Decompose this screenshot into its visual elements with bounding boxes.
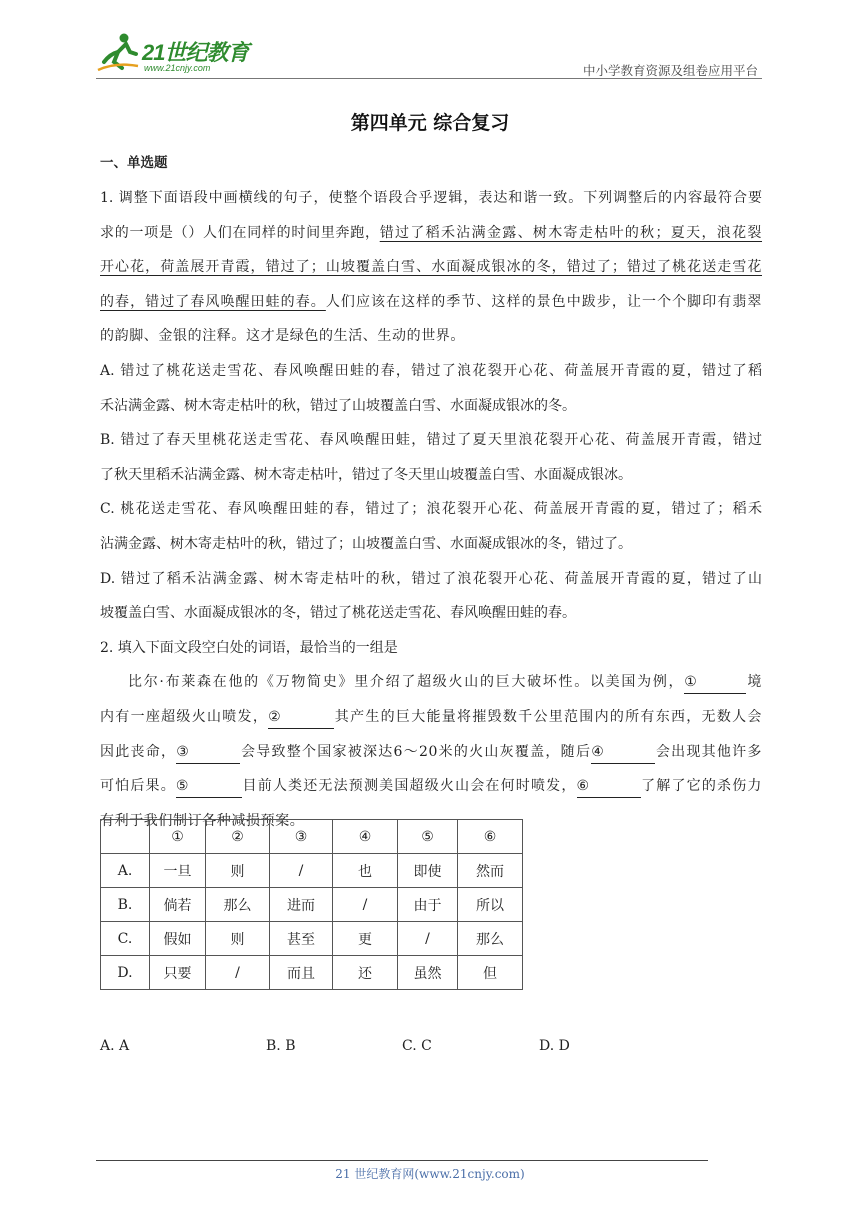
table-cell: 甚至 [270,922,333,956]
choice-a[interactable]: A. A [100,1038,130,1054]
passage-text: 了解了它的杀伤力 [640,778,762,795]
table-cell: 也 [333,854,398,888]
passage-text: 会出现其他许多 [655,743,763,760]
table-cell: 虽然 [398,956,458,990]
runner-logo-icon [96,32,140,72]
blank-6: ⑥ [577,775,641,798]
option-a-line-1: A. 错过了桃花送走雪花、春风唤醒田蛙的春，错过了浪花裂开心花、荷盖展开青霞的夏，错过了稻 [100,362,762,379]
q2-passage-line-5: 有利于我们制订各种减损预案。 [100,812,305,829]
table-cell: 由于 [398,888,458,922]
table-cell: ④ [333,820,398,854]
q1-line-2 [100,216,762,251]
option-c-line-2: 沾满金露、树木寄走枯叶的秋，错过了；山坡覆盖白雪、水面凝成银冰的冬，错过了。 [100,535,632,552]
q1-line-5: 的韵脚、金银的注释。这才是绿色的生活、生动的世界。 [100,328,465,345]
table-cell: 那么 [458,922,523,956]
q1-underlined-text: 错过了稻禾沾满金露、树木寄走枯叶的秋；夏天，浪花裂 [379,224,763,241]
table-cell: 一旦 [150,854,206,888]
table-cell: ② [206,820,270,854]
table-cell: / [270,854,333,888]
passage-text: 比尔·布莱森在他的《万物简史》里介绍了超级火山的巨大破坏性。以美国为例， [128,674,685,691]
table-cell: 但 [458,956,523,990]
option-d-line-2: 坡覆盖白雪、水面凝成银冰的冬，错过了桃花送走雪花、春风唤醒田蛙的春。 [100,605,576,622]
table-cell: 假如 [150,922,206,956]
table-cell: 所以 [458,888,523,922]
table-cell: 而且 [270,956,333,990]
answer-table [100,819,523,990]
header-divider [96,78,762,79]
q1-text: 求的一项是（）人们在同样的时间里奔跑， [100,224,380,241]
q1-line-1: 1. 调整下面语段中画横线的句子，使整个语段合乎逻辑，表达和谐一致。下列调整后的内容最符合要 [100,190,762,206]
q2-passage-line-4 [100,769,762,804]
passage-text: 可怕后果。 [100,778,176,795]
table-cell: 然而 [458,854,523,888]
logo [96,30,266,76]
blank-3: ③ [176,741,240,764]
table-cell: 即使 [398,854,458,888]
table-cell: 那么 [206,888,270,922]
option-b-line-1: B. 错过了春天里桃花送走雪花、春风唤醒田蛙，错过了夏天里浪花裂开心花、荷盖展开青霞，错过 [100,432,762,449]
choice-c[interactable]: C. C [402,1038,432,1054]
option-a-line-2: 禾沾满金露、树木寄走枯叶的秋，错过了山坡覆盖白雪、水面凝成银冰的冬。 [100,397,576,414]
table-row [101,854,523,888]
table-cell: B. [101,888,150,922]
q2-passage-line-1 [100,665,762,700]
blank-4: ④ [591,741,655,764]
table-cell: 只要 [150,956,206,990]
logo-site: www.21cnjy.com [144,63,211,73]
blank-1: ① [684,671,746,694]
table-cell: A. [101,854,150,888]
footer-divider [96,1160,708,1161]
table-cell: 进而 [270,888,333,922]
blank-5: ⑤ [176,775,242,798]
table-row [101,922,523,956]
passage-text: 因此丧命， [100,743,177,760]
footer-text: 21 世纪教育网(www.21cnjy.com) [335,1167,525,1181]
q1-line-4 [100,285,762,320]
table-cell: / [333,888,398,922]
table-cell: / [206,956,270,990]
choice-b[interactable]: B. B [266,1038,296,1054]
q2-choices [0,1038,860,1058]
option-d-line-1: D. 错过了稻禾沾满金露、树木寄走枯叶的秋，错过了浪花裂开心花、荷盖展开青霞的夏，错过了山 [100,570,762,587]
question-content [100,181,762,838]
table-cell: ⑤ [398,820,458,854]
page-header [96,30,762,82]
passage-text: 目前人类还无法预测美国超级火山会在何时喷发， [241,778,577,795]
q1-text: 人们应该在这样的季节、这样的景色中跋步，让一个个脚印有翡翠 [325,293,763,310]
q2-passage-line-2 [100,700,762,735]
table-header-row [101,820,523,854]
passage-text: 其产生的巨大能量将摧毁数千公里范围内的所有东西，无数人会 [334,708,762,725]
q2-passage-line-3 [100,735,762,770]
q2-stem: 2. 填入下面文段空白处的词语，最恰当的一组是 [100,639,398,656]
passage-text: 境 [746,674,762,691]
section-heading: 一、单选题 [100,155,168,171]
table-cell: 则 [206,854,270,888]
table-cell: 倘若 [150,888,206,922]
blank-2: ② [268,706,334,729]
option-b-line-2: 了秋天里稻禾沾满金露、树木寄走枯叶，错过了冬天里山坡覆盖白雪、水面凝成银冰。 [100,466,632,483]
page-title: 第四单元 综合复习 [350,112,510,134]
table-cell: ① [150,820,206,854]
table-cell: D. [101,956,150,990]
table-cell: 还 [333,956,398,990]
table-row [101,956,523,990]
passage-text: 内有一座超级火山喷发， [100,708,269,725]
table-cell: ⑥ [458,820,523,854]
table-cell: ③ [270,820,333,854]
platform-name: 中小学教育资源及组卷应用平台 [582,63,758,78]
table-cell: 更 [333,922,398,956]
logo-brand: 21世纪教育 [142,40,249,65]
table-cell: C. [101,922,150,956]
q1-underlined-line: 开心花，荷盖展开青霞，错过了；山坡覆盖白雪、水面凝成银冰的冬，错过了；错过了桃花送走雪花 [100,259,762,276]
table-row [101,888,523,922]
option-c-line-1: C. 桃花送走雪花、春风唤醒田蛙的春，错过了；浪花裂开心花、荷盖展开青霞的夏，错过了；稻禾 [100,501,762,518]
table-cell [101,820,150,854]
choice-d[interactable]: D. D [539,1038,570,1054]
passage-text: 会导致整个国家被深达6～20米的火山灰覆盖，随后 [240,743,592,760]
q1-underlined-text: 的春，错过了春风唤醒田蛙的春。 [100,293,326,310]
table-cell: / [398,922,458,956]
table-cell: 则 [206,922,270,956]
